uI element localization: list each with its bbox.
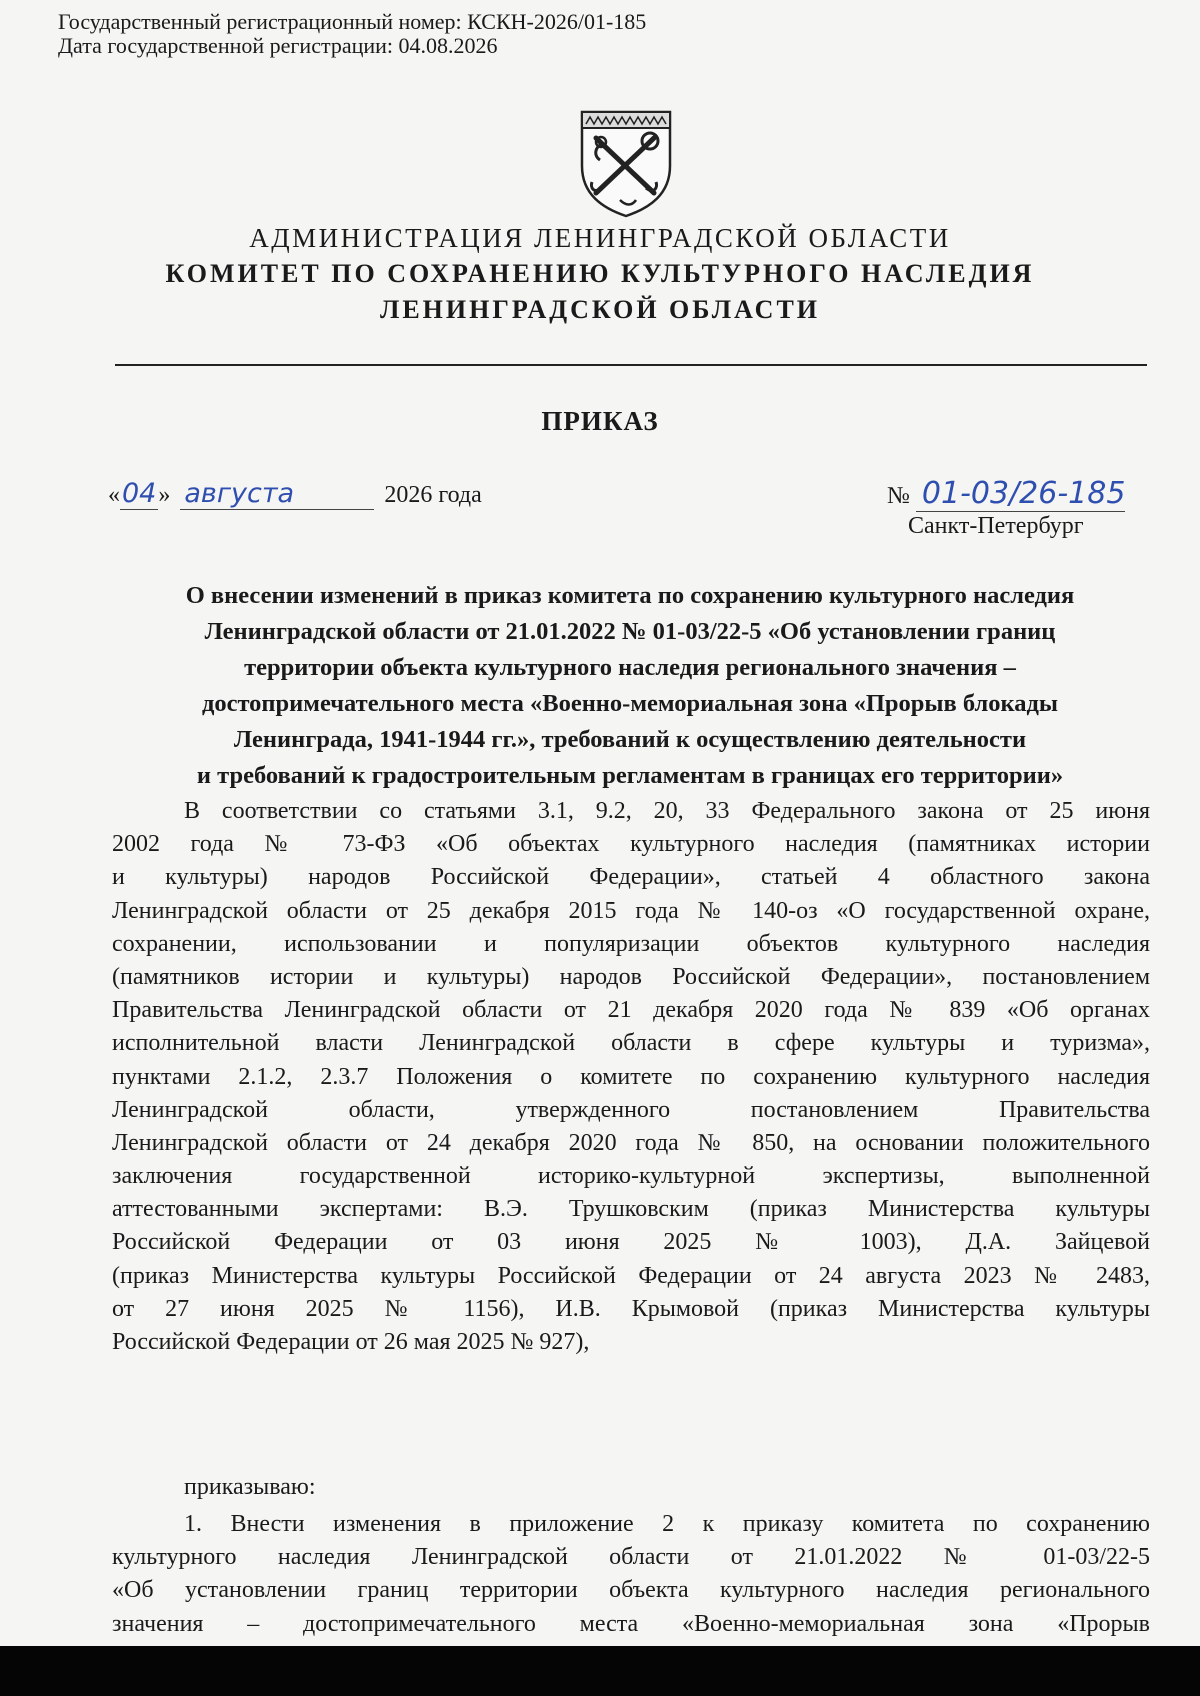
registration-date: Дата государственной регистрации: 04.08.2026 [58, 33, 498, 58]
registration-block [58, 10, 646, 58]
heading-line: и требований к градостроительным регламентам в границах его территории» [196, 762, 1064, 789]
heading-line: Ленинградской области от 21.01.2022 № 01-03/22-5 «Об установлении границ [204, 618, 1056, 645]
organization-line-2: КОМИТЕТ ПО СОХРАНЕНИЮ КУЛЬТУРНОГО НАСЛЕДИЯ [165, 259, 1035, 288]
body-line: (приказ Министерства культуры Российской Федерации от 24 августа 2023 № 2483, [112, 1262, 1150, 1289]
number-value: 01-03/26-185 [916, 476, 1126, 512]
coat-of-arms-emblem [576, 108, 676, 220]
header-divider [115, 364, 1147, 366]
body-line: Российской Федерации от 03 июня 2025 № 1003), Д.А. Зайцевой [112, 1229, 1150, 1256]
order-date [108, 478, 482, 518]
body-line: пунктами 2.1.2, 2.3.7 Положения о комитете по сохранению культурного наследия [112, 1063, 1150, 1090]
body-line: исполнительной власти Ленинградской области в сфере культуры и туризма», [112, 1030, 1150, 1057]
body-line: аттестованными экспертами: В.Э. Трушковским (приказ Министерства культуры [112, 1196, 1150, 1223]
organization-line-3: ЛЕНИНГРАДСКОЙ ОБЛАСТИ [379, 295, 821, 324]
scan-bottom-edge [0, 1646, 1200, 1696]
organization-line-1: АДМИНИСТРАЦИЯ ЛЕНИНГРАДСКОЙ ОБЛАСТИ [249, 223, 951, 253]
body-line: сохранении, использовании и популяризации объектов культурного наследия [112, 930, 1150, 957]
order-heading [110, 578, 1150, 794]
body-line: заключения государственной историко-культурной экспертизы, выполненной [112, 1163, 1150, 1190]
heading-line: достопримечательного места «Военно-мемориальная зона «Прорыв блокады [201, 690, 1059, 717]
body-line: Ленинградской области, утвержденного постановлением Правительства [112, 1096, 1150, 1123]
registration-number: Государственный регистрационный номер: КСКН-2026/01-185 [58, 9, 647, 34]
order-number [887, 476, 1125, 512]
body-line: от 27 июня 2025 № 1156), И.В. Крымовой (приказ Министерства культуры [112, 1295, 1150, 1322]
body-line: 2002 года № 73-ФЗ «Об объектах культурного наследия (памятниках истории [112, 831, 1150, 858]
city: Санкт-Петербург [908, 513, 1084, 539]
heading-line: Ленинграда, 1941-1944 гг.», требований к осуществлению деятельности [233, 726, 1027, 753]
date-close-quote: » [158, 482, 171, 508]
preamble-paragraph [112, 795, 1150, 1359]
heading-line: О внесении изменений в приказ комитета по сохранению культурного наследия [185, 582, 1075, 609]
item-line: 1. Внести изменения в приложение 2 к приказу комитета по сохранению [184, 1511, 1150, 1537]
heading-line: территории объекта культурного наследия регионального значения – [244, 654, 1016, 681]
date-open-quote: « [108, 482, 120, 508]
order-word: приказываю: [184, 1474, 316, 1500]
date-day: 04 [122, 478, 157, 509]
body-line: В соответствии со статьями 3.1, 9.2, 20, 33 Федерального закона от 25 июня [184, 798, 1150, 824]
item-line: значения – достопримечательного места «Военно-мемориальная зона «Прорыв [112, 1610, 1150, 1637]
body-line: и культуры) народов Российской Федерации», статьей 4 областного закона [112, 864, 1150, 891]
document-type-title: ПРИКАЗ [541, 406, 659, 436]
item-line: культурного наследия Ленинградской области от 21.01.2022 № 01-03/22-5 [112, 1544, 1150, 1571]
date-year: 2026 года [384, 482, 482, 508]
body-line: (памятников истории и культуры) народов Российской Федерации», постановлением [112, 963, 1150, 990]
number-label: № [887, 483, 910, 509]
body-line: Правительства Ленинградской области от 21 декабря 2020 года № 839 «Об органах [112, 997, 1150, 1024]
order-item-1 [112, 1508, 1150, 1641]
item-line: «Об установлении границ территории объекта культурного наследия регионального [112, 1577, 1150, 1604]
body-line: Ленинградской области от 24 декабря 2020 года № 850, на основании положительного [112, 1129, 1150, 1156]
body-line: Российской Федерации от 26 мая 2025 № 927), [112, 1329, 590, 1355]
date-month: августа [180, 478, 374, 510]
body-line: Ленинградской области от 25 декабря 2015 года № 140-оз «О государственной охране, [112, 897, 1150, 924]
